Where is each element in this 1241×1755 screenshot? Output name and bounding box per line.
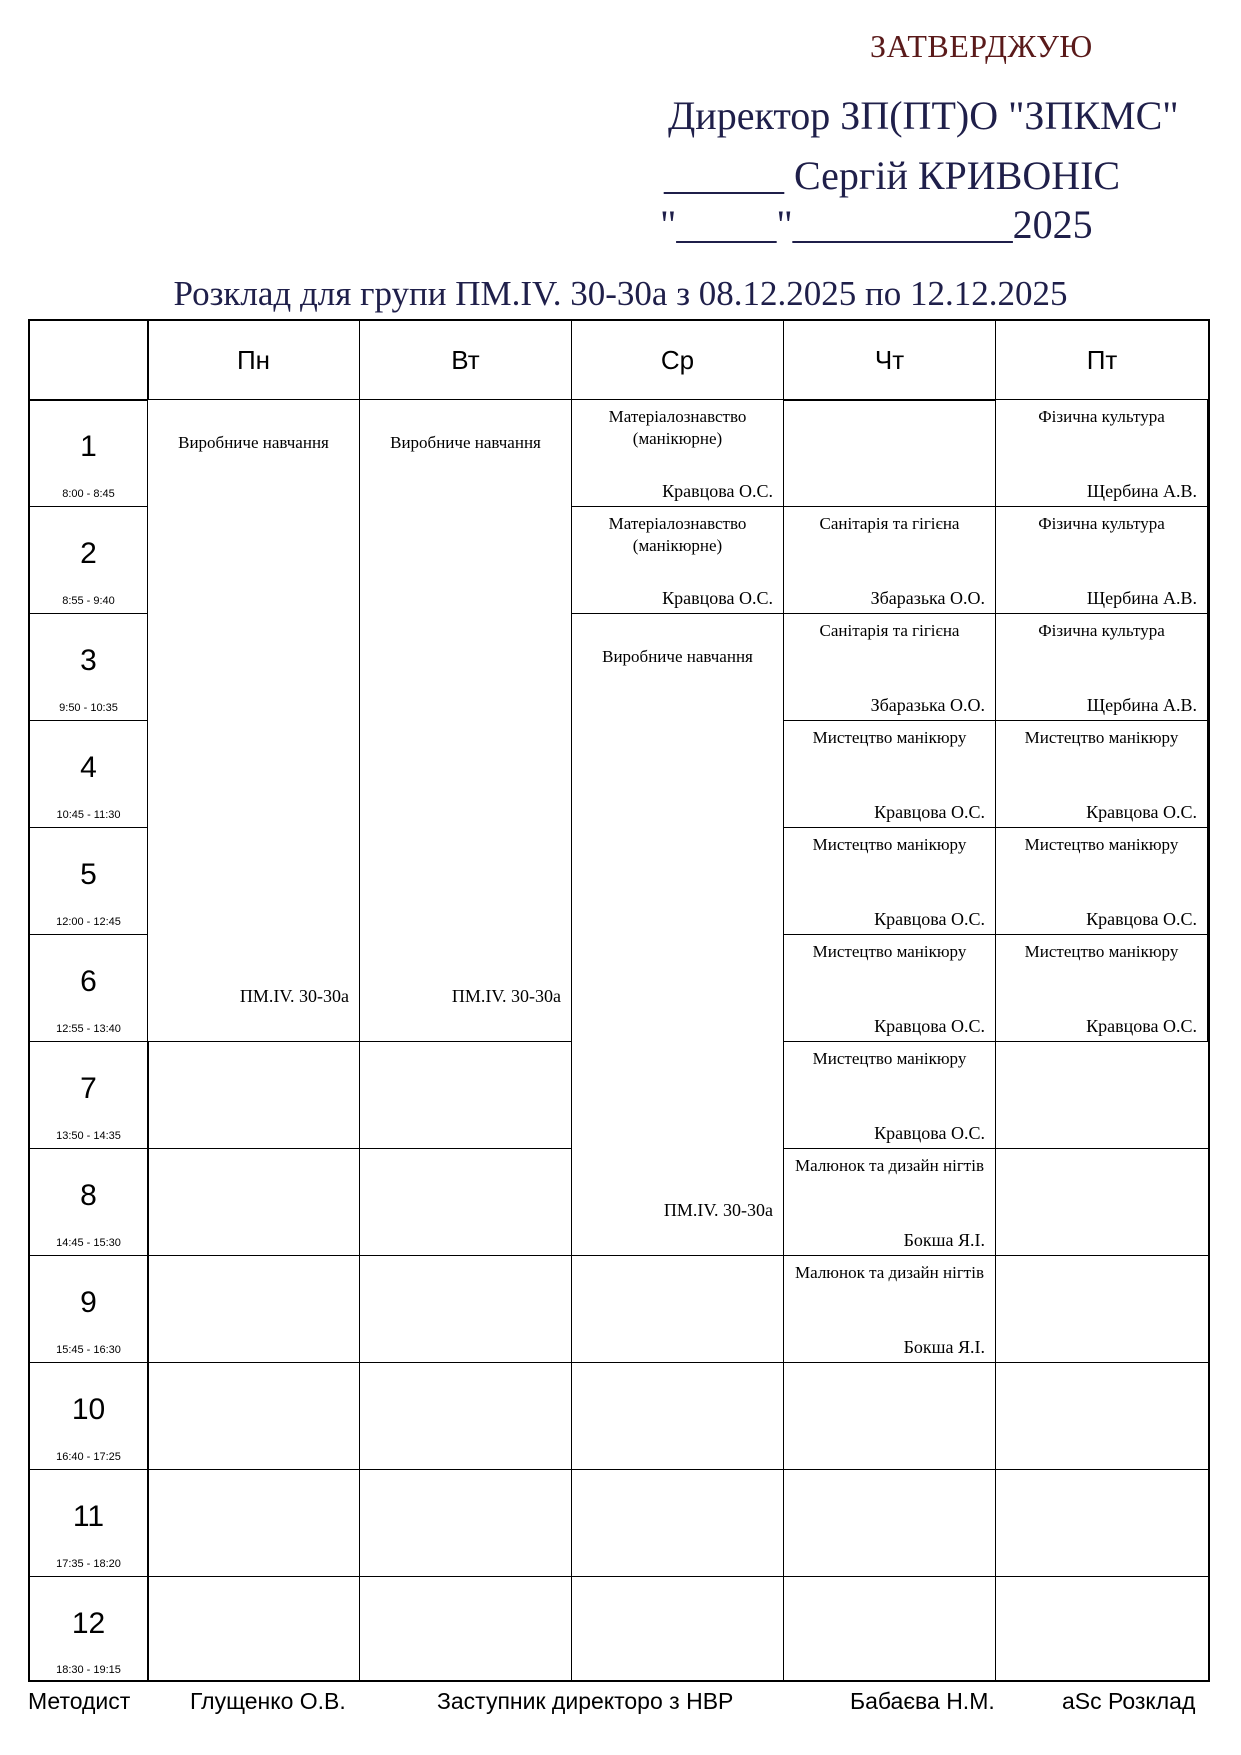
lesson-subject: Матеріалознавство (манікюрне) — [608, 514, 747, 555]
period-number: 3 — [80, 644, 97, 677]
schedule-grid — [28, 319, 1210, 1682]
lesson-teacher: Кравцова О.С. — [1086, 1016, 1197, 1036]
lesson-teacher: Збаразька О.О. — [870, 588, 985, 608]
row-divider — [30, 1469, 1208, 1470]
lesson-subject: Виробниче навчання — [390, 433, 541, 452]
footer-methodist-label: Методист — [28, 1688, 131, 1714]
period-number: 12 — [71, 1607, 106, 1640]
lesson-teacher: Щербина А.В. — [1086, 481, 1197, 501]
lesson-subject: Мистецтво манікюру — [812, 942, 967, 961]
lesson-subject: Фізична культура — [1038, 514, 1165, 533]
lesson-teacher: Щербина А.В. — [1086, 695, 1197, 715]
lesson-subject: Мистецтво манікюру — [812, 728, 967, 747]
period-time: 15:45 - 16:30 — [56, 1344, 121, 1356]
footer-deputy-label: Заступник директоро з НВР — [437, 1688, 734, 1714]
period-number: 1 — [80, 430, 97, 463]
lesson-subject: Виробниче навчання — [602, 647, 753, 666]
period-number: 4 — [80, 751, 97, 784]
approval-signature-line: ______ Сергій КРИВОНІС — [664, 153, 1121, 198]
period-cell — [30, 1470, 147, 1576]
lesson-fri-p4[interactable] — [995, 720, 1208, 828]
period-time: 8:55 - 9:40 — [62, 595, 115, 607]
lesson-subject: Мистецтво манікюру — [1024, 728, 1179, 747]
period-cell — [30, 1256, 147, 1362]
period-time: 12:00 - 12:45 — [56, 916, 121, 928]
lesson-group: ПМ.IV. 30-30а — [239, 986, 349, 1006]
lesson-fri-p3[interactable] — [995, 613, 1208, 721]
lesson-thu-p6[interactable] — [783, 934, 996, 1042]
lesson-subject: Мистецтво манікюру — [812, 1049, 967, 1068]
period-time: 9:50 - 10:35 — [59, 702, 118, 714]
period-time: 14:45 - 15:30 — [56, 1237, 121, 1249]
lesson-subject: Санітарія та гігієна — [819, 514, 960, 533]
row-divider — [30, 1362, 1208, 1363]
lesson-subject: Матеріалознавство (манікюрне) — [608, 407, 747, 448]
lesson-wed-p2[interactable] — [571, 506, 784, 614]
period-time: 13:50 - 14:35 — [56, 1130, 121, 1142]
lesson-teacher: Бокша Я.І. — [903, 1337, 985, 1357]
lesson-fri-p1[interactable] — [995, 399, 1208, 507]
period-cell — [30, 828, 147, 934]
period-number: 9 — [80, 1286, 97, 1319]
lesson-thu-p9[interactable] — [783, 1255, 996, 1363]
lesson-thu-p2[interactable] — [783, 506, 996, 614]
lesson-teacher: Щербина А.В. — [1086, 588, 1197, 608]
lesson-teacher: Кравцова О.С. — [874, 909, 985, 929]
lesson-thu-p3[interactable] — [783, 613, 996, 721]
lesson-teacher: Кравцова О.С. — [874, 1016, 985, 1036]
lesson-subject: Мистецтво манікюру — [812, 835, 967, 854]
period-time: 17:35 - 18:20 — [56, 1558, 121, 1570]
period-time: 18:30 - 19:15 — [56, 1664, 121, 1676]
lesson-subject: Виробниче навчання — [178, 433, 329, 452]
lesson-group: ПМ.IV. 30-30а — [663, 1200, 773, 1220]
day-header-mon: Пн — [236, 344, 271, 375]
period-cell — [30, 1149, 147, 1255]
period-cell — [30, 400, 147, 506]
period-number: 7 — [80, 1072, 97, 1105]
footer-software: aSc Розклад — [1062, 1688, 1196, 1714]
lesson-wed-p1[interactable] — [571, 399, 784, 507]
day-header-wed: Ср — [660, 344, 695, 375]
period-cell — [30, 1363, 147, 1469]
lesson-subject: Малюнок та дизайн нігтів — [795, 1263, 984, 1282]
lesson-subject: Мистецтво манікюру — [1024, 835, 1179, 854]
approval-title: ЗАТВЕРДЖУЮ — [870, 28, 1093, 64]
lesson-teacher: Кравцова О.С. — [1086, 909, 1197, 929]
lesson-fri-p6[interactable] — [995, 934, 1208, 1042]
lesson-subject: Малюнок та дизайн нігтів — [795, 1156, 984, 1175]
day-header-thu: Чт — [874, 344, 905, 375]
row-divider — [30, 1576, 1208, 1577]
lesson-group: ПМ.IV. 30-30а — [451, 986, 561, 1006]
period-number: 10 — [71, 1393, 106, 1426]
period-cell — [30, 507, 147, 613]
lesson-teacher: Кравцова О.С. — [1086, 802, 1197, 822]
lesson-subject: Мистецтво манікюру — [1024, 942, 1179, 961]
period-time: 8:00 - 8:45 — [62, 488, 115, 500]
period-time: 10:45 - 11:30 — [56, 809, 121, 821]
lesson-teacher: Бокша Я.І. — [903, 1230, 985, 1250]
lesson-subject: Фізична культура — [1038, 621, 1165, 640]
approval-director-line: Директор ЗП(ПТ)О "ЗПКМС" — [668, 93, 1179, 138]
lesson-teacher: Збаразька О.О. — [870, 695, 985, 715]
lesson-fri-p2[interactable] — [995, 506, 1208, 614]
day-header-tue: Вт — [451, 344, 480, 375]
period-cell — [30, 935, 147, 1041]
lesson-teacher: Кравцова О.С. — [874, 802, 985, 822]
period-number: 2 — [80, 537, 97, 570]
period-cell — [30, 1042, 147, 1148]
day-header-fri: Пт — [1086, 344, 1118, 375]
period-cell — [30, 721, 147, 827]
period-number: 11 — [72, 1500, 105, 1533]
period-number: 8 — [80, 1179, 97, 1212]
lesson-teacher: Кравцова О.С. — [662, 588, 773, 608]
period-number: 5 — [80, 858, 97, 891]
schedule-title: Розклад для групи ПМ.IV. 30-30а з 08.12.2025 по 12.12.2025 — [173, 274, 1068, 313]
period-time: 12:55 - 13:40 — [56, 1023, 121, 1035]
lesson-mon-practice[interactable] — [147, 399, 360, 1042]
period-cell — [30, 614, 147, 720]
period-cell — [30, 1577, 147, 1682]
footer-methodist-name: Глущенко О.В. — [190, 1688, 346, 1714]
lesson-subject: Санітарія та гігієна — [819, 621, 960, 640]
lesson-fri-p5[interactable] — [995, 827, 1208, 935]
period-number: 6 — [80, 965, 97, 998]
lesson-thu-p7[interactable] — [783, 1041, 996, 1149]
period-time: 16:40 - 17:25 — [56, 1451, 121, 1463]
lesson-tue-practice[interactable] — [359, 399, 572, 1042]
lesson-subject: Фізична культура — [1038, 407, 1165, 426]
lesson-thu-p5[interactable] — [783, 827, 996, 935]
lesson-thu-p4[interactable] — [783, 720, 996, 828]
lesson-teacher: Кравцова О.С. — [874, 1123, 985, 1143]
approval-date-line: "_____"___________2025 — [660, 202, 1093, 247]
lesson-teacher: Кравцова О.С. — [662, 481, 773, 501]
footer-deputy-name: Бабаєва Н.М. — [850, 1688, 995, 1714]
lesson-wed-practice[interactable] — [571, 613, 784, 1256]
lesson-thu-p8[interactable] — [783, 1148, 996, 1256]
